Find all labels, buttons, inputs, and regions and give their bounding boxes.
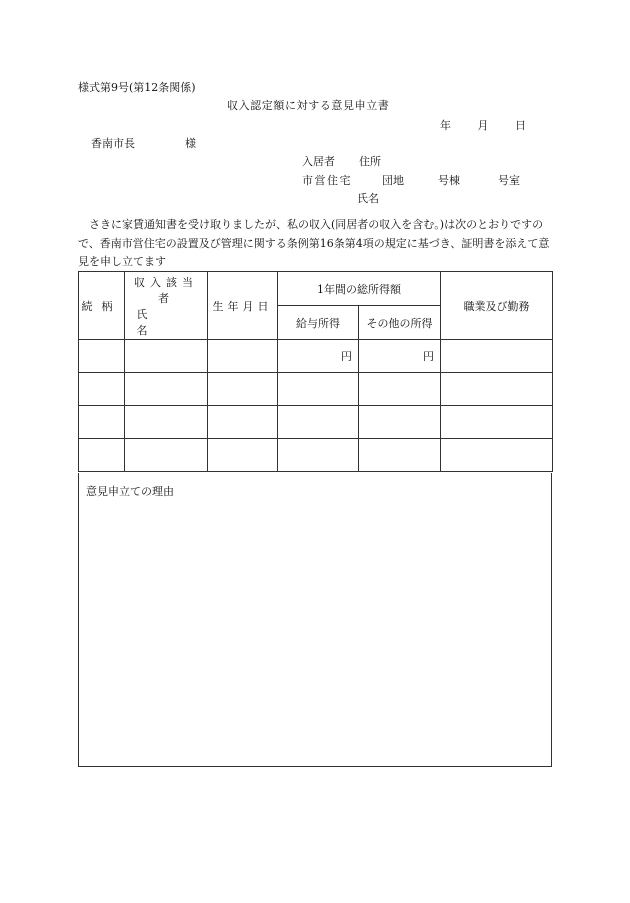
addressee-honorific: 様: [185, 137, 196, 150]
goto-label: 号棟: [438, 174, 460, 187]
birthdate-cell[interactable]: [208, 406, 278, 439]
date-year-label: 年: [440, 119, 451, 132]
birthdate-cell[interactable]: [208, 373, 278, 406]
housing-line: [302, 174, 520, 188]
table-row: [79, 439, 553, 472]
header-income-person: [125, 272, 208, 340]
document-title: 収入認定額に対する意見申立書: [227, 99, 390, 112]
header-salary-income: 給与所得: [278, 306, 359, 340]
occupation-cell[interactable]: [441, 406, 553, 439]
resident-name-label: 氏名: [357, 192, 379, 205]
header-income-person-top: 収入該当者: [134, 275, 198, 305]
yen-unit: 円: [341, 350, 352, 363]
occupation-cell[interactable]: [441, 340, 553, 373]
danchi-label: 団地: [382, 174, 404, 187]
table-row: [79, 373, 553, 406]
date-line: [440, 119, 526, 133]
relation-cell[interactable]: [79, 340, 125, 373]
reason-label: 意見申立ての理由: [86, 485, 174, 498]
other-income-cell[interactable]: [359, 373, 441, 406]
date-month-label: 月: [477, 119, 489, 132]
other-income-cell[interactable]: [359, 406, 441, 439]
relation-cell[interactable]: [79, 439, 125, 472]
header-other-income: その他の所得: [359, 306, 441, 340]
salary-cell[interactable]: [278, 373, 359, 406]
statement-text: さきに家賃通知書を受け取りましたが、私の収入(同居者の収入を含む。)は次のとおりですので、香南市営住宅の設置及び管理に関する条例第16条第4項の規定に基づき、証明書を添えて意見を申し立てます: [78, 218, 550, 268]
resident-role-label: 入居者: [302, 155, 335, 168]
header-birthdate: 生年月日: [208, 272, 278, 340]
salary-cell[interactable]: [278, 439, 359, 472]
yen-unit: 円: [423, 350, 434, 363]
reason-box[interactable]: [78, 473, 552, 767]
other-income-cell[interactable]: [359, 439, 441, 472]
addressee-name: 香南市長: [91, 137, 135, 150]
header-occupation: 職業及び勤務: [441, 272, 553, 340]
name-cell[interactable]: [125, 439, 208, 472]
table-row: [79, 406, 553, 439]
header-annual-income: 1年間の総所得額: [278, 272, 441, 306]
resident-address-line: [302, 155, 381, 169]
header-name: 氏名: [136, 307, 196, 337]
salary-cell[interactable]: [278, 406, 359, 439]
addressee: [91, 137, 196, 151]
relation-cell[interactable]: [79, 406, 125, 439]
header-relation: 続柄: [79, 272, 125, 340]
resident-address-label: 住所: [359, 155, 381, 168]
name-cell[interactable]: [125, 406, 208, 439]
occupation-cell[interactable]: [441, 373, 553, 406]
name-cell[interactable]: [125, 373, 208, 406]
form-number: 様式第9号(第12条関係): [78, 81, 196, 94]
relation-cell[interactable]: [79, 373, 125, 406]
occupation-cell[interactable]: [441, 439, 553, 472]
income-table: [78, 271, 553, 472]
other-income-cell[interactable]: [359, 340, 441, 373]
table-row: [79, 340, 553, 373]
birthdate-cell[interactable]: [208, 439, 278, 472]
salary-cell[interactable]: [278, 340, 359, 373]
date-day-label: 日: [515, 119, 526, 132]
birthdate-cell[interactable]: [208, 340, 278, 373]
housing-kind-label: 市営住宅: [302, 174, 352, 187]
name-cell[interactable]: [125, 340, 208, 373]
goshitsu-label: 号室: [498, 174, 520, 187]
